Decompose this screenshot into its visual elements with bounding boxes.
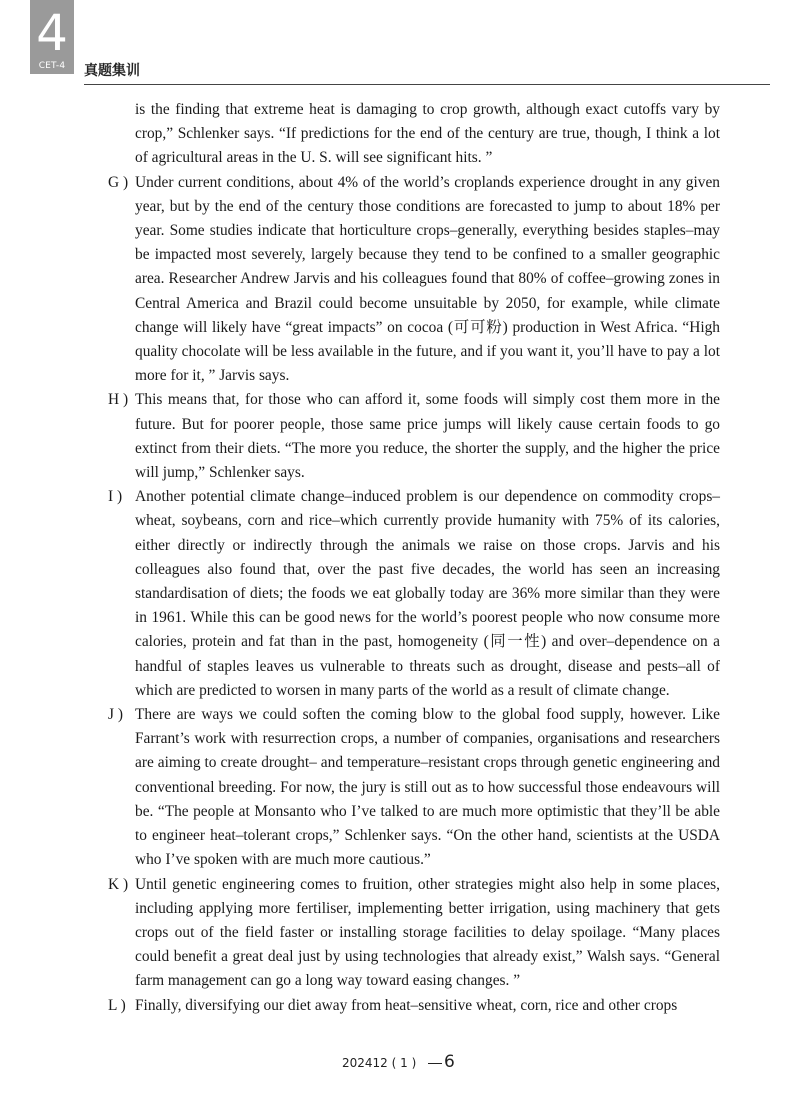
paragraph-text: This means that, for those who can afford it, some foods will simply cost them more in the future. But for poorer people, those same price jumps will likely cause certain foods to go extinct from their diets. “The more you reduce, the shorter the supply, and the higher the price will jump,” Schlenker says. xyxy=(135,391,720,482)
paragraph-continued xyxy=(108,98,720,171)
page-footer xyxy=(0,1051,800,1081)
paragraph-letter: K ) xyxy=(108,875,129,893)
paragraph-h xyxy=(108,388,720,485)
unit-badge xyxy=(30,0,74,74)
paragraph-letter: J ) xyxy=(108,706,123,724)
section-title: 真题集训 xyxy=(84,63,140,79)
paragraph-text: Another potential climate change–induced problem is our dependence on commodity crops–wheat, soybeans, corn and rice–which currently provide humanity with 75% of its calories, either directly or indirectly through the animals we raise on those crops. Jarvis and his colleagues also found that, over the past five decades, the world has seen an increasing standardisation of diets; the foods we eat globally today are 36% more similar than they were in 1961. While this can be good news for the world’s poorest people who now consume more calories, protein and fat than in the past, homogeneity (同一性) and over–dependence on a handful of staples leaves us vulnerable to threats such as drought, disease and pests–all of which are predicted to worsen in many parts of the world as a result of climate change. xyxy=(135,488,720,699)
header-divider xyxy=(84,84,770,85)
footer-dash xyxy=(428,1063,442,1064)
badge-exam-code: CET-4 xyxy=(38,61,66,71)
paragraph-i xyxy=(108,485,720,703)
paragraph-l xyxy=(108,994,720,1018)
page-header xyxy=(0,0,800,100)
reading-passage xyxy=(108,98,720,1018)
paragraph-text: Until genetic engineering comes to fruition, other strategies might also help in some places, including applying more fertiliser, implementing better irrigation, using machinery that gets crops out of the field faster or installing storage facilities to delay spoilage. “Many places could benefit a great deal just by using technologies that already exist,” Walsh says. “General farm management can go a long way toward easing changes. ” xyxy=(135,875,720,990)
issue-code: 202412 ( 1 ) xyxy=(342,1056,417,1070)
paragraph-j xyxy=(108,703,720,872)
paragraph-letter: G ) xyxy=(108,173,129,191)
paragraph-g xyxy=(108,171,720,389)
paragraph-text: Finally, diversifying our diet away from heat–sensitive wheat, corn, rice and other crops xyxy=(135,996,678,1014)
paragraph-text: is the finding that extreme heat is damaging to crop growth, although exact cutoffs vary by crop,” Schlenker says. “If predictions for the end of the century are true, though, I think a lot of agricultural areas in the U. S. will see significant hits. ” xyxy=(135,101,720,167)
badge-number: 4 xyxy=(36,4,68,62)
paragraph-letter: H ) xyxy=(108,391,129,409)
paragraph-k xyxy=(108,873,720,994)
paragraph-text: Under current conditions, about 4% of the world’s croplands experience drought in any given year, but by the end of the century those conditions are forecasted to jump to about 18% per year. Some studies indicate that horticulture crops–generally, everything besides staples–may be impacted most severely, largely because they tend to be confined to a smaller geographic area. Researcher Andrew Jarvis and his colleagues found that 80% of coffee–growing zones in Central America and Brazil could become unsuitable by 2050, for example, while climate change will likely have “great impacts” on cocoa (可可粉) production in West Africa. “High quality chocolate will be less available in the future, and if you want it, you’ll have to pay a lot more for it, ” Jarvis says. xyxy=(135,173,720,385)
paragraph-letter: I ) xyxy=(108,488,123,506)
paragraph-text: There are ways we could soften the coming blow to the global food supply, however. Like Farrant’s work with resurrection crops, a number of companies, organisations and researchers are aiming to create drought– and temperature–resistant crops through genetic engineering and conventional breeding. For now, the jury is still out as to how successful those endeavours will be. “The people at Monsanto who I’ve talked to are much more optimistic that they’ll be able to engineer heat–tolerant crops,” Schlenker says. “On the other hand, scientists at the USDA who I’ve spoken with are much more cautious.” xyxy=(135,706,720,869)
page-number: 6 xyxy=(444,1052,455,1072)
paragraph-letter: L ) xyxy=(108,996,126,1014)
